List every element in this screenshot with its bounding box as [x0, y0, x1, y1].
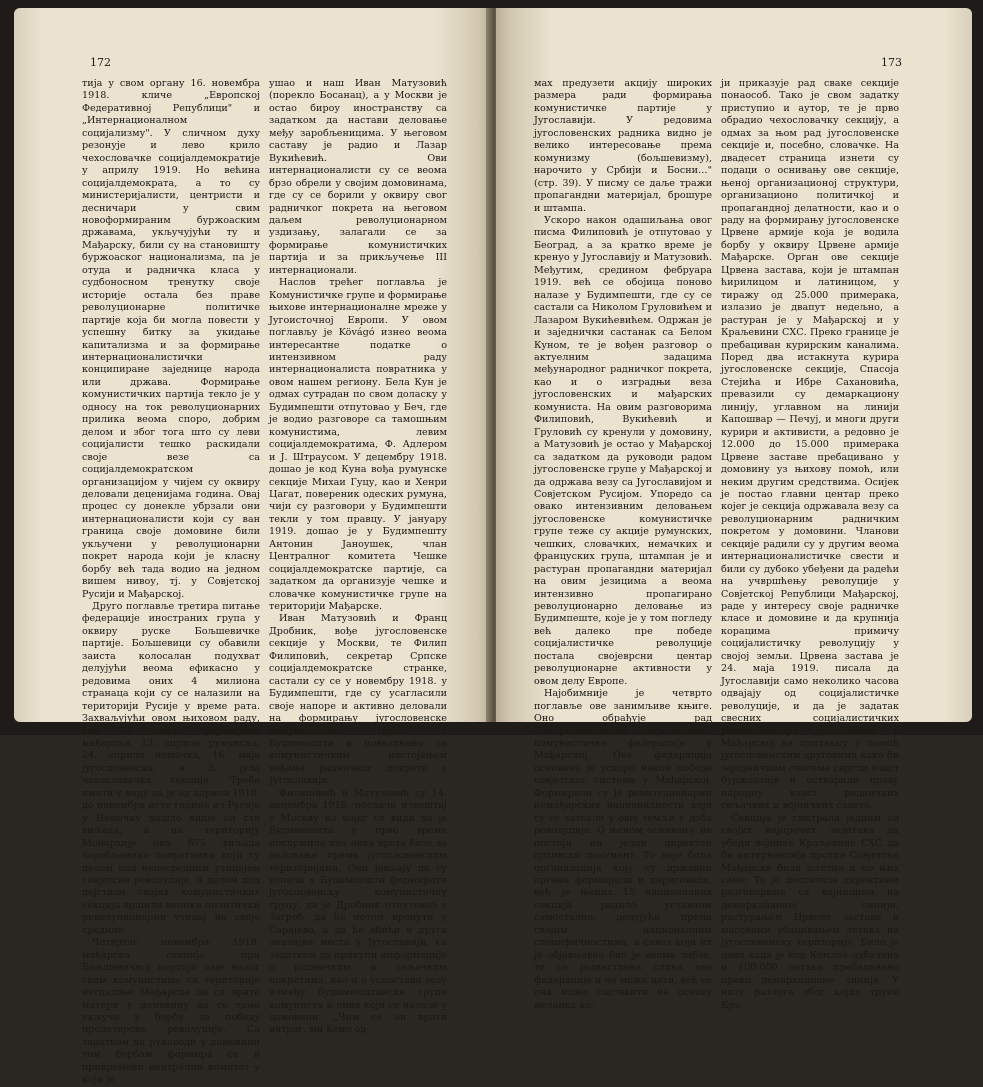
- page-number-left: 172: [90, 56, 111, 69]
- paragraph: Иван Матузовић и Франц Дробник, вође југословенске секције у Москви, те Филип Филиповић, секретар Српске социјалдемократске странке, састали су се у новембру 1918. у Будимпешти, где су усагласили своје напоре и активно деловали на формирању југословенске комунистичке групе у Будимпешти и повезивању са комунистичким настојањем вођама радничког покрета у Југославији.: [269, 613, 447, 787]
- right-column-2: [721, 78, 899, 1011]
- paragraph: Ускоро након одашиљања овог писма Филиповић је отпутовао у Београд, а за кратко време је кренуо у Југославију и Матузовић. Међутим, средином фебруара 1919. већ се обојица поново налазе у Будимпешти, где су се састали са Николом Груловићем и Лазаром Вукићевићем. Одржан је и заједнички састанак са Белом Куном, те је вођен разговор о актуелним задацима међународног радничког покрета, као и о изградњи веза југословенских и мађарских комуниста. На овим разговорима Филиповић, Вукићевић и Груловић су кренули у домовину, а Матузовић је остао у Мађарској са задатком да руководи радом југословенске групе у Мађарској и да одржава везу са Југославијом и Совјетском Русијом. Упоредо са овако интензивним деловањем југословенске комунистичке групе теже су акције румунских, чешких, словачких, немачких и француских група, штампан је и растуран пропагандни материјал на овим језицима а веома интензивно пропагирано револуционарно деловање из Будимпеште, које је у том погледу већ далеко пре победе социјалистичке револуције постала својеврсни центар револуционарне активности у овом делу Европе.: [534, 214, 712, 687]
- left-column-1: [82, 78, 260, 1086]
- paragraph: ушао и наш Иван Матузовић (порекло Босанац), а у Москви је остао бироу иностранству са задатком да настави деловање међу заробљеницима. У његовом саставу је радио и Лазар Вукићевић. Ови интернационалисти су се веома брзо обрели у својим домовинама, где су се борили у оквиру свог радничког покрета на његовом даљем револуционарном уздизању, залагали се за формирање комунистичких партија и за прикључење III интернационали.: [269, 78, 447, 276]
- paragraph: мах предузети акцију широких размера ради формирања комунистичке партије у Југославији. У редовима југословенских радника видно је велико интересовање према комунизму (бољшевизму), нарочито у Србији и Босни…" (стр. 39). У писму се даље тражи пропагандни материјал, брошуре и штампа.: [534, 78, 712, 214]
- right-page: [496, 8, 972, 1011]
- paragraph: тија у свом органу 16. новембра 1918. кличе „Европској Федеративној Републици" и „Интернационалном социјализму". У сличном духу резонује и лево крило чехословачке социјалдемократије у априлу 1919. Но већина социјалдемократа, а то су министеријалисти, центристи и десничари у свим новоформираним буржоаским државама, укључујући ту и Мађарску, били су на становишту буржоаског национализма, па је отуда и радничка класа у судбоносном тренутку своје историје остала без праве револуционарне политичке партије која би могла повести у успешну битку за укидање капитализма и за формирање интернационалистички конципиране заједнице народа или држава. Формирање комунистичких партија текло је у односу на ток револуционарних прилика веома споро, добрим делом и због тога што су леви социјалисти тешко раскидали своје везе са социјалдемократском организацијом у чијем су оквиру деловали деценијама година. Овај процес су донекле убрзали они интернационалисти који су ван граница своје домовине били укључени у револуционарни покрет народа који је класну борбу већ тада водио на једном вишем нивоу, тј. у Совјетској Русији и Мађарској.: [82, 78, 260, 600]
- paragraph: Четвртог новембра 1918. мађарска секција при Бољшевичкој партији даје налог свим комунистима са територије негдашње Мађарске да се врате матери у домовину да се тамо укључе у борбу за победу пролетерске револуције. Са задатком да руководи у домовини том борбом формира се и привремени централни комитет у који је: [82, 937, 260, 1086]
- paragraph: Секција је сматрала једним од својих најпречих задатака да убеди војнике Краљевине СХС да би интервенција против Совјетске Мађарске била штетна и по њих саме. То је постизала директним разговорима са војницима на демаркационој линији, растурањем Црвене заставе и масовним убацивањем летака на југословенску територију. Било је дана када је код Комлоа одбачено и 100.000 летака пребацивано преко демаркационе линије. У низу разлога због којих трупе Кра-: [721, 812, 899, 1011]
- paragraph: Наслов трећег поглавља је Комунистичке групе и формирање њихове интернационалне мреже у Југоисточној Европи. У овом поглављу је Kövágó изнео веома интересантне податке о интензивном раду интернационалиста повратника у овом нашем региону. Бела Кун је одмах сутрадан по свом доласку у Будимпешти отпутовао у Беч, где је водио разговоре са тамошњим комунистима, левим социјалдемократима, Ф. Адлером и Ј. Штраусом. У децембру 1918. дошао је код Куна вођа румунске секције Михаи Гуцу, као и Хенри Цагат, повереник одеских румуна, чији су разговори у Будимпешти текли у том правцу. У јануару 1919. дошао је у Будимпешту Антонин Јаноушек, члан Централног комитета Чешке социјалдемократске партије, са задатком да организује чешке и словачке комунистичке групе на територији Мађарске.: [269, 277, 447, 613]
- paragraph: ји приказује рад сваке секције понаособ. Тако је свом задатку приступио и аутор, те је прво обрадио чехословачку секцију, а одмах за њом рад југословенске секције и, посебно, словачке. На двадесет страница изнети су подаци о оснивању ове секције, њеној организационој структури, организационо политичкој и пропагандној делатности, као и о раду на формирању југословенске Црвене армије која је водила борбу у оквиру Црвене армије Мађарске. Орган ове секције Црвена застава, који је штампан ћирилицом и латиницом, у тиражу од 25.000 примерака, излазио је двапут недељно, а растуран је у Мађарској и у Краљевини СХС. Преко границе је пребациван курирским каналима. Поред два истакнута курира југословенске секције, Спасоја Стејића и Ибре Сахановића, превазили су демаркациону линију, углавном на линији Капошвар — Печуј, и многи други курири и активисти, а редовно је 12.000 до 15.000 примерака Црвене заставе пребацивано у домовину уз њихову помоћ, или неким другим средствима. Осијек је постао главни центар преко којег је секција одржавала везу са револуционарним радничким покретом у домовини. Чланови секције радили су у другим веома интернационалистичке свести и били су дубоко убеђени да радећи на учвршћењу револуције у Совјетској Републици Мађарској, раде у интересу своје радничке класе и домовине и да крупнија корацима примичу социјалистичку револуцију у својој земљи. Црвена застава је 24. маја 1919. писала да Југославији само неколико часова одвајају од социјалистичке револуције, и да је задатак свесних социјалистичких револуционара Југословена у Мађарској да притекну у помоћ југословенским друговима како би заједничким снагама свргли власт буржоазије и остварили праву народну власт радничких сељачких и војничких савета.: [721, 78, 899, 812]
- paragraph: Филиповић и Матузовић су 14. децембра 1918. послали извештај у Москву из којег се види да је Будимпешта у прво време послужила као нека врста базе за деловање према југословенским територијама. Они јављају да су успели у Будимпешти формирати југословенску комунистичку групу, да је Дробник отпутовао у Загреб, да ће потом кренути у Сарајево, а да ће обићи и друга значајна места у Југославији, са задатком да прикупи информације о радничким и сељачким покретима, као и о успостави везу између будимпештанске групе комуниста и оних који се налазе у домовини. „Чим се он врати натраг, ми ћемо од-: [269, 787, 447, 1036]
- page-number-right: 173: [881, 56, 902, 69]
- paragraph: Најобимније је четврто поглавље ове занимљиве књиге. Оно обрађује рад Интернационалне социјалистичке комунистичке федерације у Мађарској. Ова федерација основана је ускоро након победе совјетског система у Мађарској. Формирали су је револуционарни немађарских националности који су се затекли у овој земљи у доба револуције. О њеном оснивању не постоји ни један директан архивски документ. То није била организација коју су државни органи формирали и дириговали, већ је њених 15 националних секција радило углавном самостално, делујући према својим националним специфичностима, а савез који их је објављавао био је веома лабав, те се јединствена слика ове федерације и не може дати, већ се она може саставити на основу мозаика ко-: [534, 688, 712, 1011]
- left-page: [14, 8, 492, 1086]
- paragraph: Друго поглавље третира питање федерације иностраних група у оквиру руске Бољшевичке партије. Бољшевици су обавили заиста колосалан подухват делујући веома ефикасно у редовима оних 4 милиона странаца који су се налазили на територији Русије у време рата. Захваљујући овом њиховом раду, већ 24. марта формирана мађарска, 13. априла румунска, 24. априла немачка, 16. маја југословенска, а 3. јула чехословачка секција. Треба имати у виду да је од априла 1918. до новембра исте године из Русије у Немачку дошло више од сто хиљада, а на територију Монархије око 675 хиљада заробљеника повратника који су делом под непосредним утицајем совјетске револуције, а делом под дејством својих комунистичких секција вршили велики политички револуционарни утицај на своје средине.: [82, 601, 260, 936]
- left-column-2: [269, 78, 447, 1036]
- right-column-1: [534, 78, 712, 1011]
